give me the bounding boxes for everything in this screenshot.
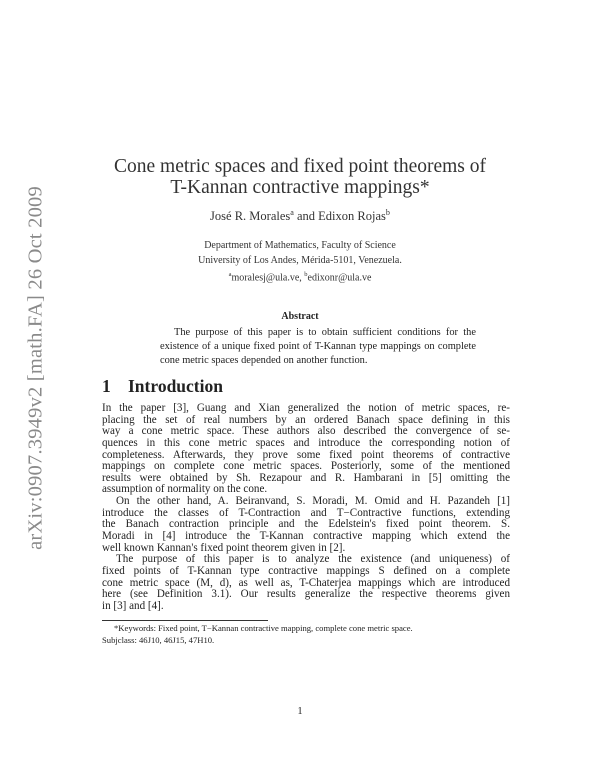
title-line: T-Kannan contractive mappings* — [170, 177, 430, 198]
email: edixonr@ula.ve — [307, 272, 372, 284]
paragraph-line: assumption of normality on the cone. — [102, 483, 268, 496]
abstract-heading: Abstract — [281, 311, 319, 322]
paragraph-line: The purpose of this paper is to analyze the existence (and uniqueness) of — [116, 553, 510, 566]
paragraph-line: the Banach contraction principle and the Edelstein's fixed point theorem. S. — [102, 518, 510, 531]
email-mark: b — [304, 271, 308, 278]
paragraph-line: cone metric space (M, d), as well as, T-Chaterjea mappings which are introduced — [102, 576, 510, 589]
section-title: Introduction — [128, 376, 223, 396]
abstract-line: The purpose of this paper is to obtain sufficient conditions for the — [174, 327, 476, 338]
paragraph-line: quences in this cone metric spaces and introduce the corresponding notion of — [102, 436, 510, 449]
paragraph-line: introduce the classes of T-Contraction and T−Contractive functions, extending — [102, 506, 510, 519]
footnote — [102, 623, 510, 646]
university: University of Los Andes, Mérida-5101, Venezuela. — [198, 254, 402, 266]
affiliation — [0, 239, 600, 286]
footnote-subjclass: Subjclass: 46J10, 46J15, 47H10. — [102, 634, 215, 645]
department: Department of Mathematics, Faculty of Science — [204, 240, 396, 251]
email-mark: a — [228, 271, 232, 278]
paragraph — [102, 496, 510, 554]
arxiv-identifier: arXiv:0907.3949v2 [math.FA] 26 Oct 2009 — [24, 186, 47, 550]
author-mark: b — [385, 208, 390, 217]
paragraph-line: well known Kannan's fixed point theorem given in [2]. — [102, 541, 346, 554]
paragraph-line: way a cone metric space. These authors also described the convergence of se- — [102, 425, 510, 438]
email: moralesj@ula.ve, — [231, 272, 305, 284]
author-conjunction: and — [293, 209, 319, 224]
footnote-rule — [102, 620, 268, 621]
authors — [0, 208, 600, 224]
paragraph-line: In the paper [3], Guang and Xian generalized the notion of metric spaces, re- — [102, 402, 510, 414]
paragraph-line: here (see Definition 3.1). Our results generalize the respective theorems given — [102, 588, 510, 601]
footnote-keywords: *Keywords: Fixed point, T−Kannan contractive mapping, complete cone metric space. — [114, 623, 413, 633]
paragraph-line: On the other hand, A. Beiranvand, S. Moradi, M. Omid and H. Pazandeh [1] — [116, 495, 510, 508]
paragraph-line: in [3] and [4]. — [102, 599, 164, 612]
author-name: Edixon Rojas — [318, 209, 386, 224]
author-name: José R. Morales — [210, 209, 291, 224]
emails — [0, 268, 600, 286]
paper-title — [0, 156, 600, 198]
paragraph — [102, 403, 510, 496]
body-text — [102, 403, 510, 613]
paragraph-line: mappings on complete cone metric spaces. Posteriorly, some of the mentioned — [102, 460, 510, 473]
author-mark: a — [290, 208, 294, 217]
section-heading — [102, 376, 223, 397]
abstract-line: existence of a unique fixed point of T-Kannan type mappings on complete — [160, 341, 476, 352]
paragraph-line: results were obtained by Sh. Rezapour and R. Hambarani in [5] omitting the — [102, 471, 510, 484]
paragraph-line: Moradi in [4] introduce the T-Kannan contractive mapping which extend the — [102, 530, 510, 543]
paragraph — [102, 554, 510, 612]
page-number: 1 — [297, 706, 303, 717]
abstract-line: cone metric spaces depended on another function. — [160, 355, 368, 366]
paragraph-line: completeness. Afterwards, they prove some fixed point theorems of contractive — [102, 448, 510, 461]
abstract-text — [160, 326, 476, 368]
paragraph-line: placing the set of real numbers by an ordered Banach space defining in this — [102, 413, 510, 426]
title-line: Cone metric spaces and fixed point theorems of — [113, 156, 486, 177]
paragraph-line: fixed points of T-Kannan type contractive mappings S defined on a complete — [102, 564, 510, 577]
section-number: 1 — [102, 376, 111, 396]
